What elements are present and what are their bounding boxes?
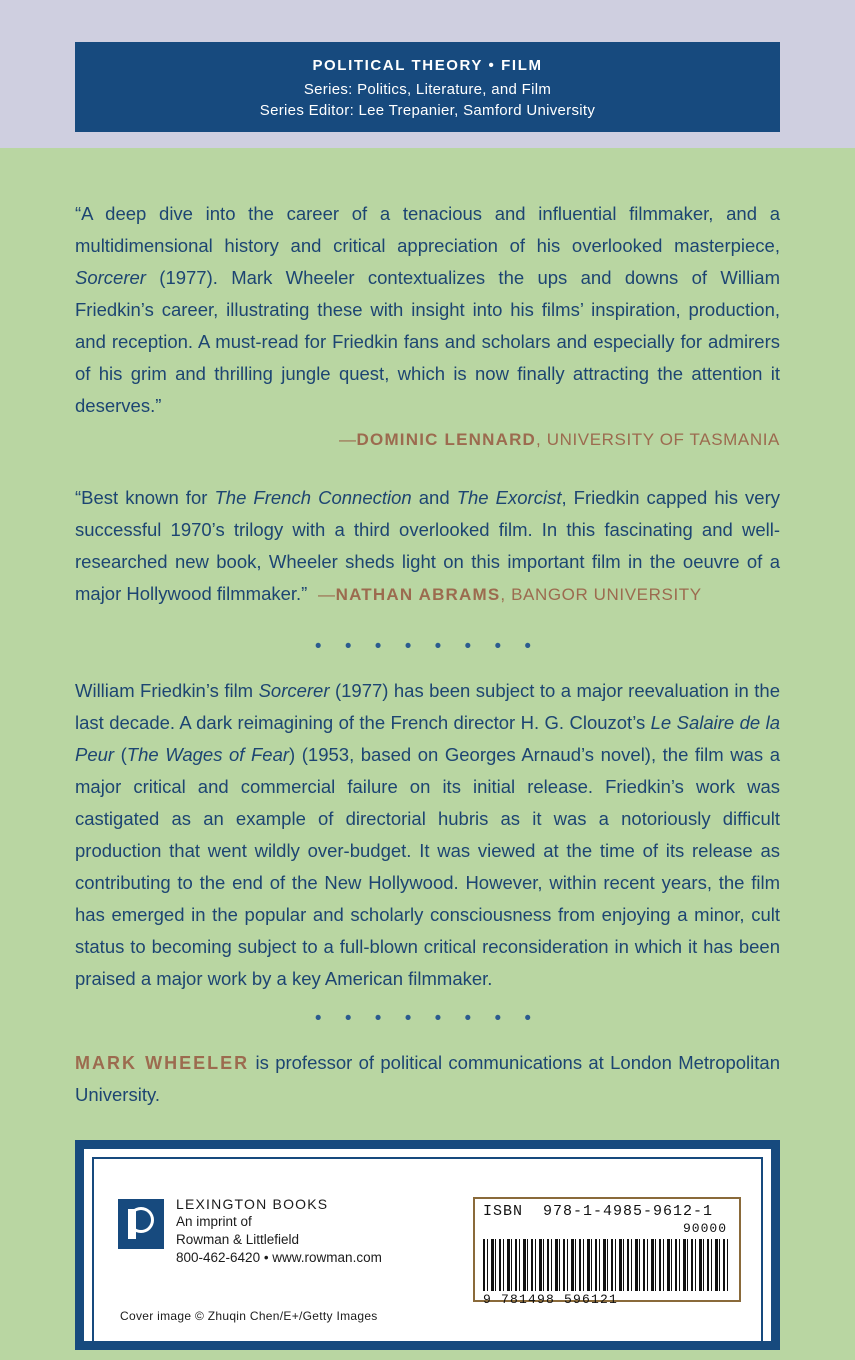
- divider-dots-bottom: • • • • • • • •: [314, 1008, 541, 1029]
- publisher-text: [176, 1195, 382, 1267]
- blurb-1-attribution: [75, 424, 780, 456]
- blurb-2-text-part1: “Best known for: [75, 487, 215, 508]
- author-bio: [75, 1047, 780, 1111]
- description-part4: ) (1953, based on Georges Arnaud’s novel), the film was a major critical and commercial failure on its initial release. Friedkin’s work was castigated as an example of directorial hubris as it was a notoriously difficult production that went wildly over-budget. It was viewed at the time of its release as contributing to the end of the New Hollywood. However, within recent years, the film has emerged in the popular and scholarly consciousness from enjoying a minor, cult status to becoming subject to a full-blown critical reconsideration in which it has been praised a major work by a key American filmmaker.: [75, 744, 780, 989]
- blurb-1-italic-title: Sorcerer: [75, 267, 146, 288]
- blurb-1-attribution-name: DOMINIC LENNARD: [356, 430, 537, 449]
- barcode-icon: [483, 1239, 731, 1291]
- author-name: MARK WHEELER: [75, 1053, 250, 1073]
- cover-image-credit: Cover image © Zhuqin Chen/E+/Getty Images: [120, 1309, 378, 1323]
- blurb-2-italic-title-2: The Exorcist: [456, 487, 562, 508]
- blurb-2-text-part2: and: [411, 487, 457, 508]
- cover-content: [75, 198, 780, 1111]
- blurb-2-italic-title-1: The French Connection: [214, 487, 412, 508]
- description-italic-sorcerer: Sorcerer: [258, 680, 330, 701]
- blurb-1-text-part2: (1977). Mark Wheeler contextualizes the ups and downs of William Friedkin’s career, illustrating these with insight into his films’ inspiration, production, and reception. A must-read for Friedkin fans and scholars and especially for admirers of his grim and thrilling jungle quest, which is now finally attracting the attention it deserves.”: [75, 267, 780, 416]
- publisher-block: [118, 1195, 382, 1267]
- description-part3: (: [114, 744, 127, 765]
- blurb-1-text-part1: “A deep dive into the career of a tenacious and influential filmmaker, and a multidimensional history and critical appreciation of his overlooked masterpiece,: [75, 203, 780, 256]
- blurb-2-attribution-dash: —: [318, 585, 336, 604]
- description-part2: (1977) has been subject to a major reevaluation in the last decade. A dark reimagining of the French director H. G. Clouzot’s: [75, 680, 780, 733]
- publisher-imprint: An imprint of: [176, 1214, 252, 1229]
- isbn-line: [483, 1203, 731, 1220]
- isbn-price-code: 90000: [682, 1221, 727, 1236]
- divider-dots-top: • • • • • • • •: [314, 636, 541, 657]
- author-bio-text: is professor of political communications at London Metropolitan University.: [75, 1052, 780, 1105]
- barcode-digits: 9 781498 596121: [483, 1292, 619, 1307]
- isbn-barcode-block: [473, 1197, 741, 1307]
- blurb-1-attribution-affiliation: , UNIVERSITY OF TASMANIA: [536, 430, 780, 449]
- banner-series: Series: Politics, Literature, and Film: [303, 81, 552, 98]
- description-italic-le-salaire: Le Salaire de la Peur: [75, 712, 781, 765]
- blurb-2-attribution: [307, 585, 701, 604]
- isbn-number: 978-1-4985-9612-1: [543, 1203, 714, 1220]
- category-banner: [75, 42, 780, 132]
- publisher-box: [75, 1140, 780, 1350]
- blurb-2: [75, 482, 780, 611]
- book-description: [75, 675, 780, 995]
- publisher-contact: 800-462-6420 • www.rowman.com: [176, 1250, 382, 1265]
- blurb-1: [75, 198, 780, 456]
- blurb-2-attribution-name: NATHAN ABRAMS: [335, 585, 501, 604]
- description-part1: William Friedkin’s film: [75, 680, 259, 701]
- publisher-parent: Rowman & Littlefield: [176, 1232, 300, 1247]
- blurb-2-attribution-affiliation: , BANGOR UNIVERSITY: [500, 585, 702, 604]
- lexington-logo-icon: [118, 1199, 164, 1249]
- blurb-2-text-part3: , Friedkin capped his very successful 1970’s trilogy with a third overlooked film. In this fascinating and well-researched new book, Wheeler sheds light on this important film in the oeuvre of a major Hollywood filmmaker.”: [75, 487, 780, 604]
- banner-series-editor: Series Editor: Lee Trepanier, Samford University: [259, 102, 596, 119]
- description-italic-wages-of-fear: The Wages of Fear: [126, 744, 290, 765]
- isbn-label: ISBN: [483, 1203, 524, 1220]
- blurb-1-attribution-dash: —: [338, 430, 357, 449]
- publisher-name: LEXINGTON BOOKS: [176, 1196, 329, 1212]
- banner-category: POLITICAL THEORY • FILM: [312, 57, 543, 74]
